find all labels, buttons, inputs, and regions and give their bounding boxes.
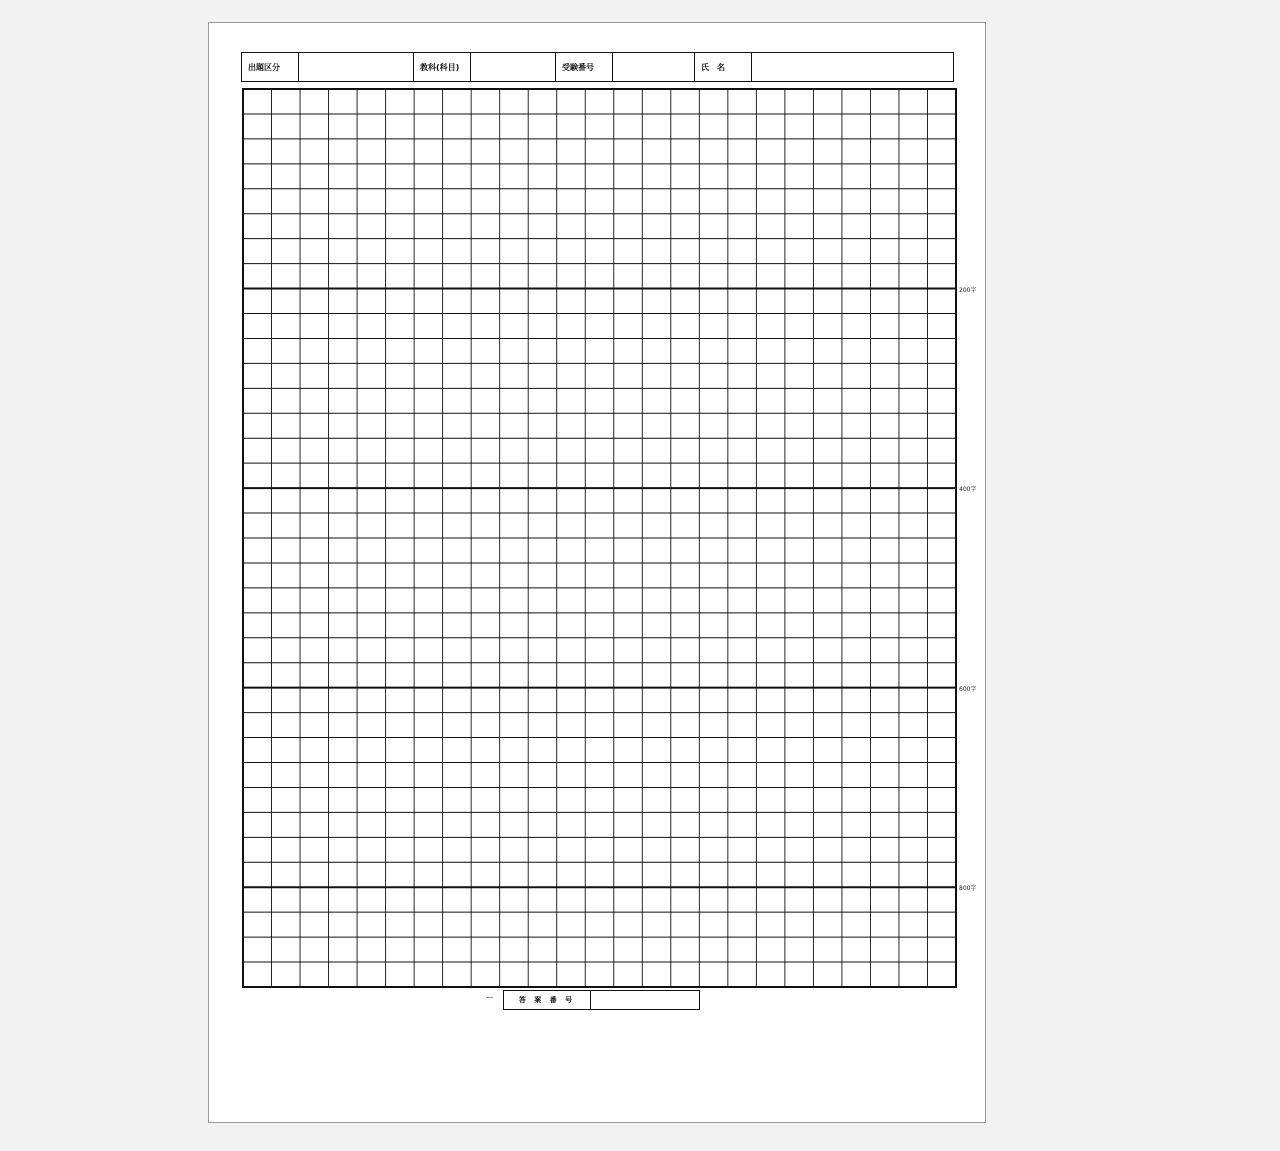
manuscript-grid[interactable] bbox=[243, 89, 956, 987]
header-table bbox=[241, 52, 954, 82]
answer-number-field[interactable] bbox=[591, 991, 699, 1009]
grid-lines bbox=[243, 89, 956, 987]
count-mark: 400字 bbox=[959, 486, 977, 494]
footer-dash: ー bbox=[486, 993, 494, 1002]
answer-number-box bbox=[503, 990, 700, 1010]
header-field-exam-number[interactable] bbox=[613, 53, 695, 81]
header-field-category[interactable] bbox=[299, 53, 414, 81]
header-label-category: 出題区分 bbox=[242, 53, 299, 81]
header-label-exam-number: 受験番号 bbox=[556, 53, 613, 81]
count-mark: 800字 bbox=[959, 885, 977, 893]
header-label-subject: 教科(科目) bbox=[414, 53, 471, 81]
header-label-name: 氏 名 bbox=[695, 53, 752, 81]
header-field-name[interactable] bbox=[752, 53, 953, 81]
header-field-subject[interactable] bbox=[471, 53, 556, 81]
count-mark: 200字 bbox=[959, 286, 977, 294]
count-mark: 600字 bbox=[959, 685, 977, 693]
answer-number-label: 答 案 番 号 bbox=[504, 991, 591, 1009]
answer-sheet-page bbox=[208, 22, 986, 1123]
